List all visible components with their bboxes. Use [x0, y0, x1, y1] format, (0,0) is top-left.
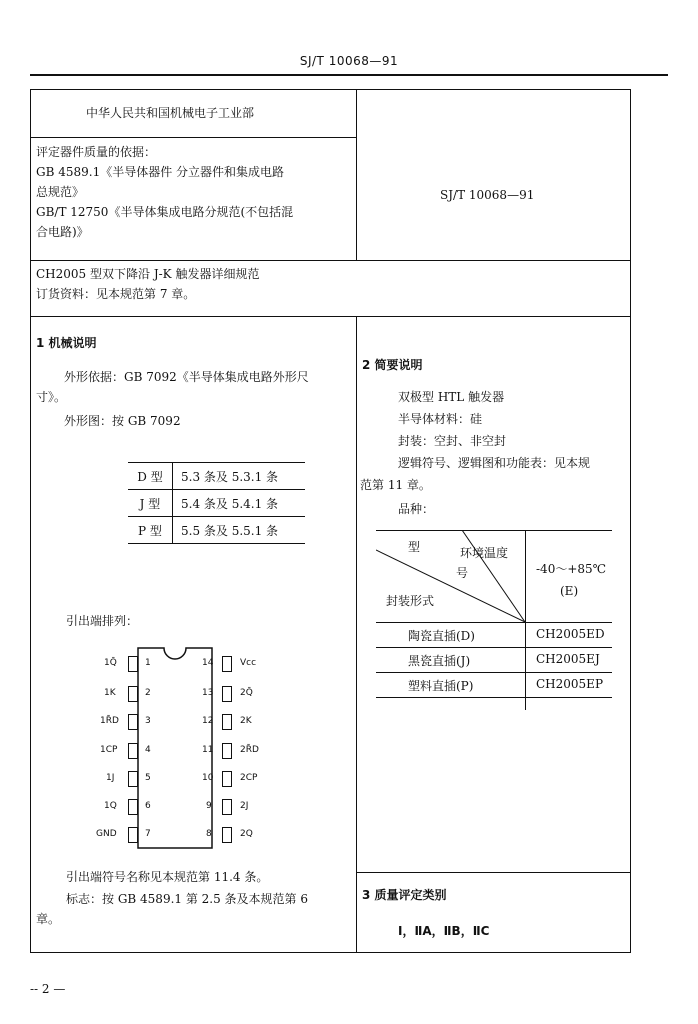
- pin-number: 4: [145, 745, 151, 755]
- pin-label-right: Vcc: [240, 658, 257, 668]
- variety-model: CH2005ED: [536, 627, 605, 641]
- pin-number: 13: [202, 688, 214, 698]
- pin-number: 1: [145, 658, 151, 668]
- marking-text: 标志：按 GB 4589.1 第 2.5 条及本规范第 6: [66, 892, 308, 906]
- basis-line: 总规范》: [36, 185, 85, 199]
- variety-model: CH2005EP: [536, 677, 604, 691]
- package-ref: 5.4 条及 5.4.1 条: [173, 490, 306, 517]
- pin-number: 9: [206, 801, 212, 811]
- basis-line: GB/T 12750《半导体集成电路分规范(不包括混: [36, 205, 294, 219]
- pin-number: 14: [202, 658, 214, 668]
- pin-label-left: 1CP: [100, 745, 118, 755]
- pin-label-right: 2J: [240, 801, 249, 811]
- pin-box: [222, 799, 232, 815]
- rule-title: [30, 316, 631, 317]
- pin-label-left: 1J: [106, 773, 115, 783]
- pin-label-left: 1K: [104, 688, 116, 698]
- divider-top: [356, 89, 357, 261]
- table-row: [128, 463, 305, 490]
- pin-box: [128, 771, 138, 787]
- outline-drawing: 外形图：按 GB 7092: [64, 414, 181, 428]
- pin-box: [128, 686, 138, 702]
- pin-number: 5: [145, 773, 151, 783]
- pin-label-right: 2R̄D: [240, 745, 259, 755]
- basis-line: GB 4589.1《半导体器件 分立器件和集成电路: [36, 165, 285, 179]
- pin-box: [222, 743, 232, 759]
- variety-label: 品种：: [398, 502, 435, 516]
- table-row: [376, 673, 612, 698]
- pin-label-right: 2CP: [240, 773, 258, 783]
- brief-line: 半导体材料：硅: [398, 412, 483, 426]
- rule-section3: [356, 872, 631, 873]
- brief-line: 逻辑符号、逻辑图和功能表：见本规: [398, 456, 591, 470]
- pin-box: [128, 656, 138, 672]
- ordering-info: 订货资料：见本规范第 7 章。: [36, 287, 196, 301]
- variety-package: 塑料直插(P): [408, 679, 474, 693]
- section3-heading: 3 质量评定类别: [362, 888, 447, 902]
- basis-line: 评定器件质量的依据：: [36, 145, 157, 159]
- ministry-name: 中华人民共和国机械电子工业部: [86, 106, 255, 120]
- rule-basis: [30, 260, 631, 261]
- rule-ministry: [30, 137, 356, 138]
- pin-number: 7: [145, 829, 151, 839]
- pin-names-note: 引出端符号名称见本规范第 11.4 条。: [66, 870, 269, 884]
- header-standard-code: SJ/T 10068—91: [299, 54, 399, 68]
- package-type: J 型: [128, 490, 173, 517]
- table-row: [376, 648, 612, 673]
- pin-box: [222, 827, 232, 843]
- outline-basis-cont: 寸》。: [36, 390, 67, 404]
- pin-box: [222, 656, 232, 672]
- variety-package: 黑瓷直插(J): [408, 654, 471, 668]
- divider-lower: [356, 316, 357, 953]
- pin-label-right: 2Q: [240, 829, 253, 839]
- corner-num: 号: [456, 566, 469, 580]
- pin-label-right: 2K: [240, 716, 252, 726]
- pin-label-left: 1Q: [104, 801, 117, 811]
- pin-box: [222, 714, 232, 730]
- quality-categories: Ⅰ，ⅡA，ⅡB，ⅡC: [398, 924, 490, 938]
- basis-line: 合电路)》: [36, 225, 89, 239]
- temp-range: -40～+85℃: [536, 562, 607, 576]
- brief-line: 双极型 HTL 触发器: [398, 390, 505, 404]
- page-number: -- 2 —: [30, 982, 66, 996]
- pin-box: [128, 714, 138, 730]
- header-rule: [30, 74, 668, 76]
- table-row: [128, 490, 305, 517]
- package-type: P 型: [128, 517, 173, 544]
- table-row: [376, 623, 612, 648]
- pin-number: 11: [202, 745, 214, 755]
- pin-box: [222, 686, 232, 702]
- pin-number: 10: [202, 773, 214, 783]
- pin-label-left: GND: [96, 829, 117, 839]
- frame-right: [630, 89, 631, 953]
- pin-box: [128, 799, 138, 815]
- spec-title: CH2005 型双下降沿 J-K 触发器详细规范: [36, 267, 260, 281]
- corner-pkg: 封装形式: [386, 594, 435, 608]
- variety-model: CH2005EJ: [536, 652, 600, 666]
- section2-heading: 2 简要说明: [362, 358, 423, 372]
- corner-type: 型: [408, 540, 421, 554]
- section1-heading: 1 机械说明: [36, 336, 97, 350]
- pin-label-right: 2Q̄: [240, 688, 253, 698]
- brief-line-wrap: 范第 11 章。: [360, 478, 431, 492]
- table-row: [128, 517, 305, 544]
- corner-temp: 环境温度: [460, 546, 509, 560]
- package-ref: 5.3 条及 5.3.1 条: [173, 463, 306, 490]
- brief-line: 封装：空封、非空封: [398, 434, 507, 448]
- standard-code-cell: SJ/T 10068—91: [440, 188, 535, 202]
- temp-code: (E): [560, 584, 579, 598]
- pinout-label: 引出端排列：: [66, 614, 139, 628]
- pin-number: 3: [145, 716, 151, 726]
- pin-number: 6: [145, 801, 151, 811]
- outline-basis: 外形依据：GB 7092《半导体集成电路外形尺: [64, 370, 309, 384]
- frame-top: [30, 89, 631, 90]
- pin-box: [128, 827, 138, 843]
- marking-text-cont: 章。: [36, 912, 61, 926]
- pin-label-left: 1Q̄: [104, 658, 117, 668]
- pin-box: [128, 743, 138, 759]
- variety-package: 陶瓷直插(D): [408, 629, 475, 643]
- pin-label-left: 1R̄D: [100, 716, 119, 726]
- pin-box: [222, 771, 232, 787]
- package-ref: 5.5 条及 5.5.1 条: [173, 517, 306, 544]
- pin-number: 8: [206, 829, 212, 839]
- frame-left: [30, 89, 31, 953]
- pin-number: 12: [202, 716, 214, 726]
- pin-number: 2: [145, 688, 151, 698]
- package-type: D 型: [128, 463, 173, 490]
- package-table: [128, 462, 305, 544]
- frame-bottom: [30, 952, 631, 953]
